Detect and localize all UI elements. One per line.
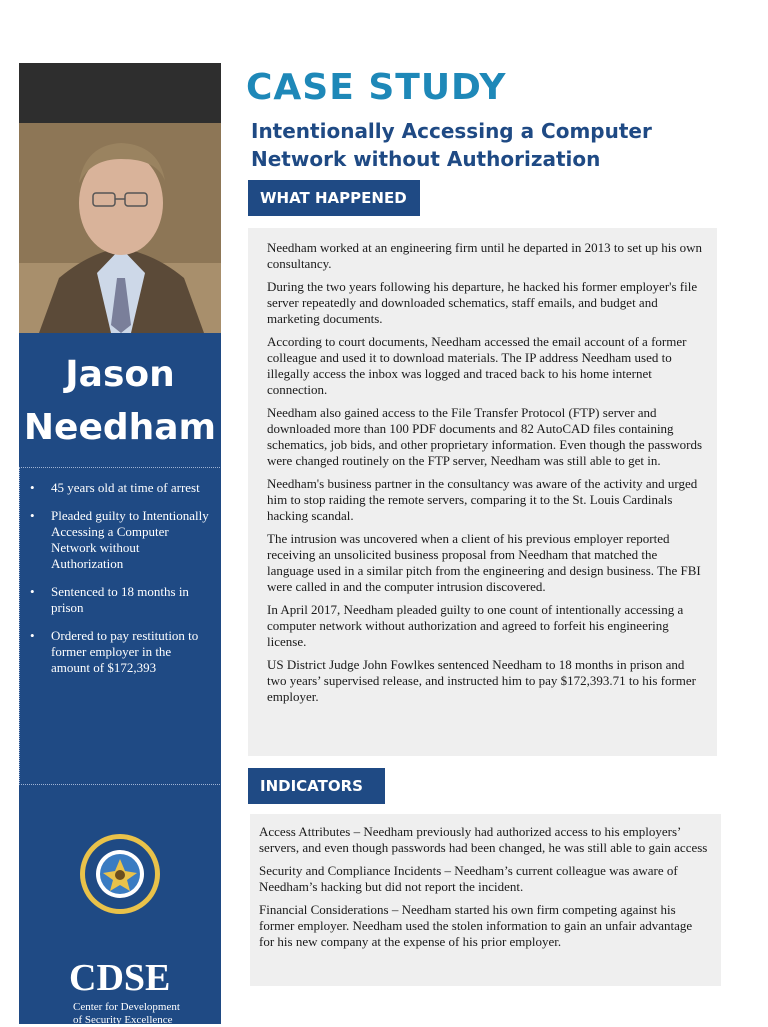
what-happened-paragraph: In April 2017, Needham pleaded guilty to one count of intentionally accessing a computer network without authorization and agreed to forfeit his engineering license.	[267, 602, 684, 649]
what-happened-paragraph: According to court documents, Needham accessed the email account of a former colleague and used it to download materials. The IP address Needham used to illegally access the inbox was logged and traced back to his home internet connection.	[267, 334, 687, 397]
indicator-paragraph: Financial Considerations – Needham started his own firm competing against his former employer. Needham used the stolen information to gain an unfair advantage for his new company at the expense of his prior employer.	[259, 902, 693, 949]
what-happened-paragraph: During the two years following his departure, he hacked his former employer's file server repeatedly and downloaded schematics, staff emails, and budget and marketing documents.	[267, 279, 698, 326]
profile-photo	[19, 63, 221, 333]
cdse-line-2: of Security Excellence	[73, 1014, 173, 1026]
facts-list	[19, 467, 220, 785]
indicators-panel	[250, 814, 721, 986]
page-title: CASE STUDY	[246, 67, 507, 108]
what-happened-panel	[248, 228, 717, 756]
cdse-acronym: CDSE	[69, 957, 171, 999]
page-subtitle: Intentionally Accessing a Computer Network without Authorization	[251, 119, 652, 171]
what-happened-heading: WHAT HAPPENED	[248, 180, 420, 216]
person-name	[19, 348, 221, 454]
what-happened-paragraph: Needham worked at an engineering firm until he departed in 2013 to set up his own consultancy.	[267, 240, 703, 271]
what-happened-paragraph: The intrusion was uncovered when a client of his previous employer reported receiving an unsolicited business proposal from Needham that matched the language used in a similar pitch from the engineering and design business. The FBI were called in and the computer intrusion discovered.	[267, 531, 701, 594]
fact-item: • Pleaded guilty to Intentionally Accessing a Computer Network without Authorization	[51, 508, 210, 572]
what-happened-paragraph: US District Judge John Fowlkes sentenced Needham to 18 months in prison and two years’ supervised release, and instructed him to pay $172,393.71 to his former employer.	[267, 657, 697, 704]
indicator-paragraph: Security and Compliance Incidents – Needham’s current colleague was aware of Needham’s hacking but did not report the incident.	[259, 863, 678, 894]
what-happened-paragraph: Needham's business partner in the consultancy was aware of the activity and urged him to stop raiding the remote servers, comparing it to the St. Louis Cardinals hacking scandal.	[267, 476, 698, 523]
cdse-line-1: Center for Development	[73, 1001, 180, 1013]
what-happened-paragraph: Needham also gained access to the File Transfer Protocol (FTP) server and downloaded more than 100 PDF documents and 82 AutoCAD files containing schematics, job bids, and other proprietary information. Even though the passwords were changed routinely on the FTP server, Needham was still able to get in.	[267, 405, 703, 468]
indicator-paragraph: Access Attributes – Needham previously had authorized access to his employers’ servers, and even though passwords had been changed, he was still able to gain access	[259, 824, 708, 855]
cdse-full-name	[73, 1001, 180, 1027]
person-first-name: Jason	[65, 354, 175, 395]
person-photo-icon	[19, 63, 221, 333]
indicators-heading: INDICATORS	[248, 768, 385, 804]
fact-item: • Sentenced to 18 months in prison	[51, 584, 210, 616]
person-last-name: Needham	[23, 407, 217, 448]
profile-sidebar	[19, 63, 221, 1024]
fact-item: • 45 years old at time of arrest	[51, 480, 210, 496]
fact-item: • Ordered to pay restitution to former employer in the amount of $172,393	[51, 628, 210, 676]
dcsa-seal-icon	[79, 833, 161, 915]
cdse-logo	[19, 789, 221, 1024]
